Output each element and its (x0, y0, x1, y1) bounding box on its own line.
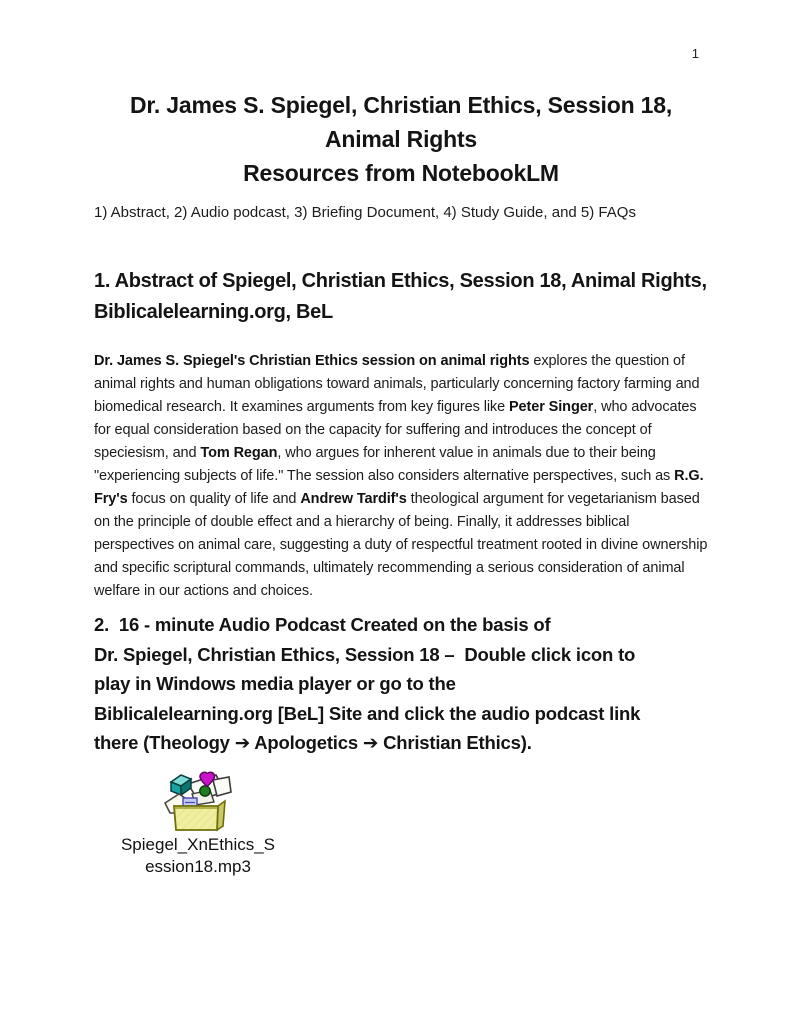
section-2-podcast-heading: 2. 16 - minute Audio Podcast Created on the basis of Dr. Spiegel, Christian Ethics, Session 18 – Double click icon to play in Windows media player or go to the Biblicalelearning.org [BeL] Site and click the audio podcast link there (Theology ➔ Apologetics ➔ Christian Ethics). (94, 614, 641, 753)
media-package-icon[interactable] (158, 768, 238, 832)
section-1-abstract-heading: 1. Abstract of Spiegel, Christian Ethics, Session 18, Animal Rights, Biblicalelearning.org, BeL (94, 270, 707, 323)
document-title: Dr. James S. Spiegel, Christian Ethics, Session 18, Animal Rights Resources from NotebookLM (129, 92, 673, 186)
page-number: 1 (691, 46, 699, 61)
document-content (94, 88, 708, 878)
audio-file-shortcut[interactable] (98, 768, 298, 878)
audio-filename-label[interactable]: Spiegel_XnEthics_S ession18.mp3 (120, 834, 276, 876)
resource-list-line: 1) Abstract, 2) Audio podcast, 3) Briefing Document, 4) Study Guide, and 5) FAQs (94, 204, 636, 221)
abstract-paragraph: Dr. James S. Spiegel's Christian Ethics session on animal rights explores the question of animal rights and human obligations toward animals, particularly concerning factory farming and biomedical research. It examines arguments from key figures like Peter Singer, who advocates for equal consideration based on the capacity for suffering and introduces the concept of speciesism, and Tom Regan, who argues for inherent value in animals due to their being "experiencing subjects of life." The session also considers alternative perspectives, such as R.G. Fry's focus on quality of life and Andrew Tardif's theological argument for vegetarianism based on the principle of double effect and a hierarchy of being. Finally, it addresses biblical perspectives on animal care, suggesting a duty of respectful treatment rooted in divine ownership and specific scriptural commands, ultimately recommending a serious consideration of animal welfare in our actions and choices. (94, 353, 708, 599)
